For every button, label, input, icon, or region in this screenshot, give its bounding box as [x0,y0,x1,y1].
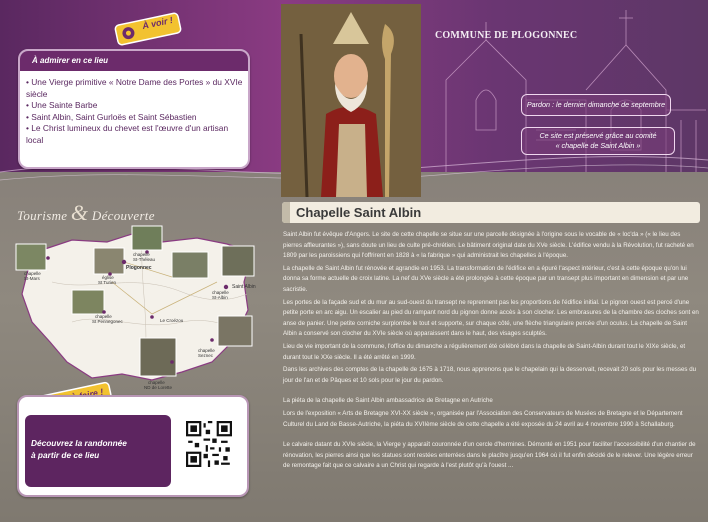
photo-thumb-st-theleau [132,226,162,250]
map-label: chapelle [133,252,150,257]
map-label: St Pennegonec [92,319,123,324]
paragraph: Dans les archives des comptes de la chapelle de 1675 à 1718, nous apprenons que le chapelain qui la desservait, recevait 20 sols pour les messes du jour de l'an et de Pâques et 10 sols pour le jour du pardon. [283,366,697,384]
map-label: Saint Albin [232,284,256,290]
pardon-badge: Pardon : le dernier dimanche de septembre [521,94,671,116]
list-item: • Saint Albin, Saint Gurloës et Saint Sébastien [26,111,197,122]
qr-code[interactable] [186,421,232,467]
page-title: Chapelle Saint Albin [296,205,422,220]
photo-thumb-pennegonec [72,290,104,314]
photo-thumb-eglise [94,248,124,274]
preserved-badge [521,127,675,155]
photo-thumb-st-albin [222,246,254,276]
map-label: ND de Lorette [144,385,173,390]
admire-box [18,49,250,169]
title-accent [282,202,290,223]
map-label: église [102,275,114,280]
paragraph: La piéta de la chapelle de Saint Albin ambassadrice de Bretagne en Autriche [283,397,493,405]
list-item: • Le Christ lumineux du chevet est l'œuvre d'un artisan local [26,123,229,145]
map-label: Le Croézou [160,318,184,323]
paragraph [283,388,701,394]
paragraph: La chapelle de Saint Albin fut rénovée et agrandie en 1953. La transformation de l'édifice en a épuré l'aspect intérieur, c'est à cette époque qu'on lui donna sa forme actuelle de croix latine. La nef du XVe siècle a été prolongée à cette époque par un transept plus important en dimension et par une sacristie. [283,264,689,293]
faire-box [17,395,249,497]
article-body [283,230,701,474]
map-label: Seznec [198,353,214,358]
commune-map [12,222,258,390]
map-label: St-Mars [24,276,40,281]
paragraph [283,432,701,438]
map-label: St Turien [98,280,117,285]
map-label: St-Théleau [133,257,156,262]
map-label: chapelle [95,314,112,319]
map-label: chapelle [198,348,215,353]
brand-word-2: Découverte [91,208,155,223]
photo-thumb-plogonnec [172,252,208,278]
preserved-line-1: Ce site est préservé grâce au comité [539,131,657,140]
map-label: chapelle [148,380,165,385]
paragraph: Saint Albin fut évêque d'Angers. Le site de cette chapelle se situe sur une parcelle désignée à l'origine sous le vocable de « loc'da » (« le lieu des pierres affleurantes »), sans doute un lieu de culte pré-chrétien. Le bâtiment original date du XVe siècle. L'édifice vendu à la Révolution, fut racheté en 1809 par les paroissiens qui l'offrirent en 1828 à « la fabrique » qui administrait les chapelles à l'époque. [283,231,694,260]
admire-title: À admirer en ce lieu [20,51,248,71]
list-item: • Une Sainte Barbe [26,100,98,110]
a-voir-label: À voir ! [141,14,174,32]
photo-thumb-lorette [140,338,176,376]
paragraph: Le calvaire datant du XVIe siècle, la Vierge y apparaît couronnée d'un cercle d'hermines. Démonté en 1951 pour faciliter l'accessibilité d'un chantier de rénovation, les pierres ainsi que les statues sont restées enterrées dans le placître jusqu'en 1964 où il fut enfin décidé de le relever. Une légère erreur de remontage fait que ce calvaire a un Christ qui regarde à l'est plutôt qu'à l'ouest ... [283,441,696,470]
randonnee-text [31,437,161,461]
paragraph: Lieu de vie important de la commune, l'office du dimanche a régulièrement été célébré dans la chapelle de Saint-Albin durant tout le XIXe siècle, et durant tout le XXe siècle. Il a été arrêté en 1999. [283,342,686,361]
photo-thumb-seznec [218,316,252,346]
preserved-line-2: « chapelle de Saint Albin » [555,141,641,150]
commune-title: COMMUNE DE PLOGONNEC [435,30,578,41]
map-label: St-Albin [212,295,228,300]
brand-word-1: Tourisme [17,208,68,223]
list-item: • Une Vierge primitive « Notre Dame des Portes » du XVIe siècle [26,77,243,99]
map-label: Plogonnec [126,265,152,271]
saint-albin-statue-photo [281,4,421,197]
admire-list [26,77,246,146]
brand-ampersand: & [70,200,89,225]
map-label: chapelle [24,271,41,276]
paragraph: Lors de l'exposition « Arts de Bretagne XVI-XX siècle », organisée par l'Association des Conservateurs de Musées de Bretagne et le Département Culturel du Land de Basse-Autriche, la piéta du XVIIème siècle de cette chapelle a été exposée du 24 avril au 4 novembre 1990 à Schallaburg. [283,409,683,428]
randonnee-line-2: à partir de ce lieu [31,450,100,460]
map-label: chapelle [212,290,229,295]
photo-thumb-st-mars [16,244,46,270]
paragraph: Les portes de la façade sud et du mur au sud-ouest du transept ne reprennent pas les proportions de l'édifice initial. Le pignon ouest est percé d'une petite porte en arc aigu. Un escalier au pied du rampant nord du pignon donne accès à son clocher. Les embrasures de la chambre des cloches sont en anse de panier. Une petite corniche surplombe le tout et supporte, sur chaque côté, une flèche triangulaire percée d'un oculus. La chapelle de Saint Albin a conservé son clocher du XVIe siècle où apparaissent dans le haut, des visages sculptés. [283,298,699,338]
randonnee-line-1: Découvrez la randonnée [31,438,127,448]
